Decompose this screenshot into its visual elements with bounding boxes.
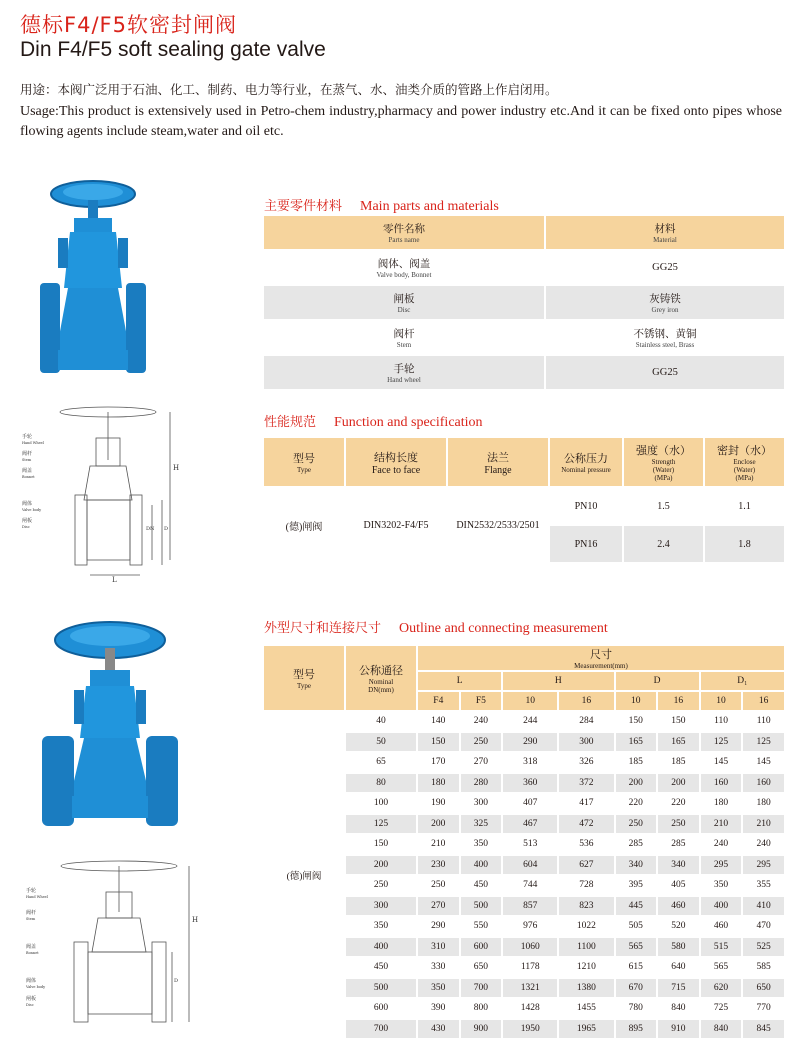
cell-value: 1950 — [503, 1020, 557, 1039]
cell-value: 800 — [461, 999, 502, 1018]
table-row — [264, 356, 784, 389]
cell-value: 210 — [701, 815, 742, 834]
label-body-en-2: Valve body — [26, 985, 46, 989]
cell-type: (德)闸阀 — [264, 488, 344, 562]
cell-value: 600 — [461, 938, 502, 957]
cell-value: 220 — [658, 794, 699, 813]
cell-value: 536 — [559, 835, 613, 854]
cell-value: 400 — [701, 897, 742, 916]
cell-enclose: 1.8 — [705, 526, 784, 562]
cell-value: 200 — [616, 774, 657, 793]
cell-value: 326 — [559, 753, 613, 772]
header-d: D — [616, 672, 699, 690]
materials-title-cn: 主要零件材料 — [264, 199, 343, 214]
usage-text-cn: 用途：本阀广泛用于石油、化工、制药、电力等行业，在蒸气、水、油类介质的管路上作启闭用。 — [20, 82, 558, 97]
cell-value: 350 — [701, 876, 742, 895]
cell-value: 525 — [743, 938, 784, 957]
cell-value: 1321 — [503, 979, 557, 998]
cell-value: 450 — [461, 876, 502, 895]
cell-value: 165 — [616, 733, 657, 752]
cell-enclose: 1.1 — [705, 488, 784, 524]
table-header-row — [264, 438, 784, 486]
label-bonnet-2: 阀盖 — [26, 944, 37, 950]
dim-h-label-2: H — [192, 916, 199, 924]
table-row — [264, 712, 784, 731]
cell-value: 650 — [461, 958, 502, 977]
label-body-en: Valve body — [22, 508, 42, 512]
cell-value: 230 — [418, 856, 459, 875]
header-enclose: 密封（水） Enclose (Water) (MPa) — [705, 438, 784, 486]
label-bonnet-en: Bonnet — [22, 475, 35, 479]
cell-dn: 65 — [346, 753, 416, 772]
header-type: 型号 Type — [264, 646, 344, 710]
cell-value: 417 — [559, 794, 613, 813]
cell-value: 150 — [658, 712, 699, 731]
header-sub: 10 — [616, 692, 657, 710]
cell-part: 手轮 Hand wheel — [264, 356, 544, 389]
valve-drawing-top — [20, 400, 200, 582]
cell-part: 阀杆 Stem — [264, 321, 544, 354]
cell-value: 467 — [503, 815, 557, 834]
header-strength: 强度（水） Strength (Water) (MPa) — [624, 438, 703, 486]
cell-value: 550 — [461, 917, 502, 936]
header-sub: F4 — [418, 692, 459, 710]
cell-value: 125 — [743, 733, 784, 752]
dim-l-label: L — [112, 576, 117, 582]
cell-value: 700 — [461, 979, 502, 998]
cell-value: 244 — [503, 712, 557, 731]
cell-value: 728 — [559, 876, 613, 895]
cell-value: 823 — [559, 897, 613, 916]
cell-dn: 80 — [346, 774, 416, 793]
header-flange: 法兰 Flange — [448, 438, 548, 486]
cell-value: 1060 — [503, 938, 557, 957]
cell-part: 闸板 Disc — [264, 286, 544, 319]
header-sub: 16 — [658, 692, 699, 710]
cell-pn: PN10 — [550, 488, 622, 524]
dim-dn-label: DN — [146, 526, 155, 532]
header-h: H — [503, 672, 613, 690]
cell-part: 阀体、阀盖 Valve body, Bonnet — [264, 251, 544, 284]
section-title-outline — [264, 617, 608, 637]
cell-value: 670 — [616, 979, 657, 998]
cell-value: 360 — [503, 774, 557, 793]
cell-value: 240 — [461, 712, 502, 731]
cell-value: 500 — [461, 897, 502, 916]
cell-value: 620 — [701, 979, 742, 998]
label-disc-en: Disc — [22, 525, 30, 529]
cell-value: 1022 — [559, 917, 613, 936]
table-row — [264, 321, 784, 354]
table-row — [264, 251, 784, 284]
cell-dn: 100 — [346, 794, 416, 813]
header-dn: 公称通径 Nominal DN(mm) — [346, 646, 416, 710]
cell-value: 715 — [658, 979, 699, 998]
cell-value: 240 — [701, 835, 742, 854]
header-sub: 16 — [559, 692, 613, 710]
cell-value: 976 — [503, 917, 557, 936]
cell-dn: 500 — [346, 979, 416, 998]
outline-table — [262, 644, 786, 1040]
cell-value: 744 — [503, 876, 557, 895]
cell-value: 350 — [461, 835, 502, 854]
cell-value: 520 — [658, 917, 699, 936]
cell-value: 565 — [616, 938, 657, 957]
cell-value: 284 — [559, 712, 613, 731]
cell-type: (德)闸阀 — [264, 712, 344, 1038]
materials-table — [262, 214, 786, 391]
cell-value: 180 — [743, 794, 784, 813]
label-disc-2: 闸板 — [26, 996, 37, 1002]
cell-value: 857 — [503, 897, 557, 916]
cell-value: 407 — [503, 794, 557, 813]
cell-value: 515 — [701, 938, 742, 957]
table-header-row — [264, 646, 784, 670]
cell-value: 780 — [616, 999, 657, 1018]
cell-value: 160 — [701, 774, 742, 793]
cell-value: 460 — [658, 897, 699, 916]
cell-dn: 350 — [346, 917, 416, 936]
cell-value: 472 — [559, 815, 613, 834]
cell-value: 640 — [658, 958, 699, 977]
cell-dn: 200 — [346, 856, 416, 875]
cell-value: 445 — [616, 897, 657, 916]
label-disc-en-2: Disc — [26, 1003, 34, 1007]
label-body: 阀体 — [22, 501, 33, 507]
header-sub: F5 — [461, 692, 502, 710]
cell-strength: 2.4 — [624, 526, 703, 562]
header-face: 结构长度 Face to face — [346, 438, 446, 486]
cell-value: 145 — [743, 753, 784, 772]
header-sub: 10 — [503, 692, 557, 710]
cell-value: 140 — [418, 712, 459, 731]
cell-value: 340 — [658, 856, 699, 875]
cell-strength: 1.5 — [624, 488, 703, 524]
header-parts: 零件名称 Parts name — [264, 216, 544, 249]
cell-pn: PN16 — [550, 526, 622, 562]
cell-value: 900 — [461, 1020, 502, 1039]
cell-value: 270 — [461, 753, 502, 772]
label-hand-wheel-2: 手轮 — [26, 888, 37, 894]
page-title-cn: 德标F4/F5软密封闸阀 — [20, 13, 237, 37]
cell-value: 355 — [743, 876, 784, 895]
cell-value: 565 — [701, 958, 742, 977]
dim-d-label: D — [164, 526, 169, 532]
cell-value: 470 — [743, 917, 784, 936]
label-body-2: 阀体 — [26, 978, 37, 984]
cell-value: 180 — [701, 794, 742, 813]
cell-value: 285 — [658, 835, 699, 854]
cell-material: 不锈钢、黄铜 Stainless steel, Brass — [546, 321, 784, 354]
cell-value: 1210 — [559, 958, 613, 977]
cell-dn: 600 — [346, 999, 416, 1018]
cell-value: 280 — [461, 774, 502, 793]
cell-value: 180 — [418, 774, 459, 793]
cell-dn: 300 — [346, 897, 416, 916]
label-disc: 闸板 — [22, 518, 33, 524]
cell-value: 250 — [658, 815, 699, 834]
valve-photo-bottom — [30, 618, 190, 828]
cell-value: 200 — [418, 815, 459, 834]
cell-value: 150 — [616, 712, 657, 731]
cell-value: 725 — [701, 999, 742, 1018]
cell-value: 1455 — [559, 999, 613, 1018]
cell-value: 270 — [418, 897, 459, 916]
cell-value: 110 — [743, 712, 784, 731]
cell-value: 325 — [461, 815, 502, 834]
cell-value: 1965 — [559, 1020, 613, 1039]
spec-title-en: Function and specification — [334, 415, 483, 430]
header-d1: D₁ — [701, 672, 784, 690]
header-measurement: 尺寸 Measurement(mm) — [418, 646, 784, 670]
cell-value: 310 — [418, 938, 459, 957]
label-stem-2: 阀杆 — [26, 910, 37, 916]
cell-value: 290 — [503, 733, 557, 752]
cell-value: 390 — [418, 999, 459, 1018]
cell-material: 灰铸铁 Grey iron — [546, 286, 784, 319]
cell-value: 125 — [701, 733, 742, 752]
cell-value: 150 — [418, 733, 459, 752]
cell-value: 840 — [701, 1020, 742, 1039]
cell-value: 1380 — [559, 979, 613, 998]
cell-value: 1428 — [503, 999, 557, 1018]
cell-value: 1100 — [559, 938, 613, 957]
cell-dn: 400 — [346, 938, 416, 957]
label-hand-wheel-en: Hand Wheel — [22, 441, 44, 445]
cell-value: 615 — [616, 958, 657, 977]
cell-value: 580 — [658, 938, 699, 957]
cell-value: 185 — [658, 753, 699, 772]
section-title-materials — [264, 195, 499, 215]
cell-value: 200 — [658, 774, 699, 793]
cell-value: 895 — [616, 1020, 657, 1039]
label-stem: 阀杆 — [22, 451, 33, 457]
spec-title-cn: 性能规范 — [264, 415, 317, 430]
cell-value: 160 — [743, 774, 784, 793]
cell-value: 295 — [701, 856, 742, 875]
cell-value: 165 — [658, 733, 699, 752]
cell-value: 513 — [503, 835, 557, 854]
cell-value: 190 — [418, 794, 459, 813]
label-hand-wheel: 手轮 — [22, 434, 33, 440]
cell-value: 460 — [701, 917, 742, 936]
cell-value: 400 — [461, 856, 502, 875]
table-row — [264, 286, 784, 319]
cell-value: 185 — [616, 753, 657, 772]
cell-value: 585 — [743, 958, 784, 977]
cell-value: 627 — [559, 856, 613, 875]
cell-value: 770 — [743, 999, 784, 1018]
cell-value: 318 — [503, 753, 557, 772]
spec-table — [262, 436, 786, 564]
label-bonnet: 阀盖 — [22, 468, 33, 474]
materials-title-en: Main parts and materials — [360, 199, 499, 214]
cell-value: 505 — [616, 917, 657, 936]
cell-dn: 50 — [346, 733, 416, 752]
cell-value: 145 — [701, 753, 742, 772]
page-title-en: Din F4/F5 soft sealing gate valve — [20, 38, 326, 61]
cell-value: 410 — [743, 897, 784, 916]
cell-value: 910 — [658, 1020, 699, 1039]
cell-value: 372 — [559, 774, 613, 793]
cell-value: 250 — [616, 815, 657, 834]
cell-dn: 700 — [346, 1020, 416, 1039]
cell-value: 350 — [418, 979, 459, 998]
cell-value: 210 — [743, 815, 784, 834]
cell-value: 250 — [418, 876, 459, 895]
cell-value: 300 — [461, 794, 502, 813]
valve-drawing-bottom — [24, 852, 204, 1037]
cell-value: 840 — [658, 999, 699, 1018]
cell-value: 340 — [616, 856, 657, 875]
cell-value: 604 — [503, 856, 557, 875]
cell-dn: 125 — [346, 815, 416, 834]
cell-value: 300 — [559, 733, 613, 752]
cell-value: 110 — [701, 712, 742, 731]
header-sub: 10 — [701, 692, 742, 710]
label-bonnet-en-2: Bonnet — [26, 951, 39, 955]
cell-value: 240 — [743, 835, 784, 854]
cell-value: 395 — [616, 876, 657, 895]
header-nominal-pressure: 公称压力 Nominal pressure — [550, 438, 622, 486]
cell-material: GG25 — [546, 251, 784, 284]
outline-title-en: Outline and connecting measurement — [399, 621, 608, 636]
cell-flange: DIN2532/2533/2501 — [448, 488, 548, 562]
section-title-spec — [264, 411, 483, 431]
table-header-row — [264, 216, 784, 249]
cell-value: 250 — [461, 733, 502, 752]
cell-value: 220 — [616, 794, 657, 813]
cell-value: 285 — [616, 835, 657, 854]
table-row — [264, 488, 784, 524]
header-type: 型号 Type — [264, 438, 344, 486]
header-material: 材料 Material — [546, 216, 784, 249]
cell-dn: 40 — [346, 712, 416, 731]
label-hand-wheel-en-2: Hand Wheel — [26, 895, 48, 899]
dim-h-label: H — [173, 464, 180, 472]
dim-d-label-2: D — [174, 978, 179, 984]
cell-value: 650 — [743, 979, 784, 998]
cell-value: 170 — [418, 753, 459, 772]
cell-value: 405 — [658, 876, 699, 895]
header-sub: 16 — [743, 692, 784, 710]
cell-face: DIN3202-F4/F5 — [346, 488, 446, 562]
cell-value: 210 — [418, 835, 459, 854]
cell-material: GG25 — [546, 356, 784, 389]
valve-photo-top — [18, 178, 168, 388]
cell-value: 330 — [418, 958, 459, 977]
label-stem-en-2: Stem — [26, 917, 36, 921]
cell-value: 290 — [418, 917, 459, 936]
outline-title-cn: 外型尺寸和连接尺寸 — [264, 621, 382, 636]
cell-value: 295 — [743, 856, 784, 875]
cell-dn: 450 — [346, 958, 416, 977]
usage-text-en: Usage:This product is extensively used in Petro-chem industry,pharmacy and power industry etc.And it can be fixed onto pipes whose flowing agents include steam,water and oil etc. — [20, 104, 782, 139]
cell-dn: 150 — [346, 835, 416, 854]
cell-value: 845 — [743, 1020, 784, 1039]
label-stem-en: Stem — [22, 458, 32, 462]
header-l: L — [418, 672, 501, 690]
cell-dn: 250 — [346, 876, 416, 895]
cell-value: 430 — [418, 1020, 459, 1039]
cell-value: 1178 — [503, 958, 557, 977]
